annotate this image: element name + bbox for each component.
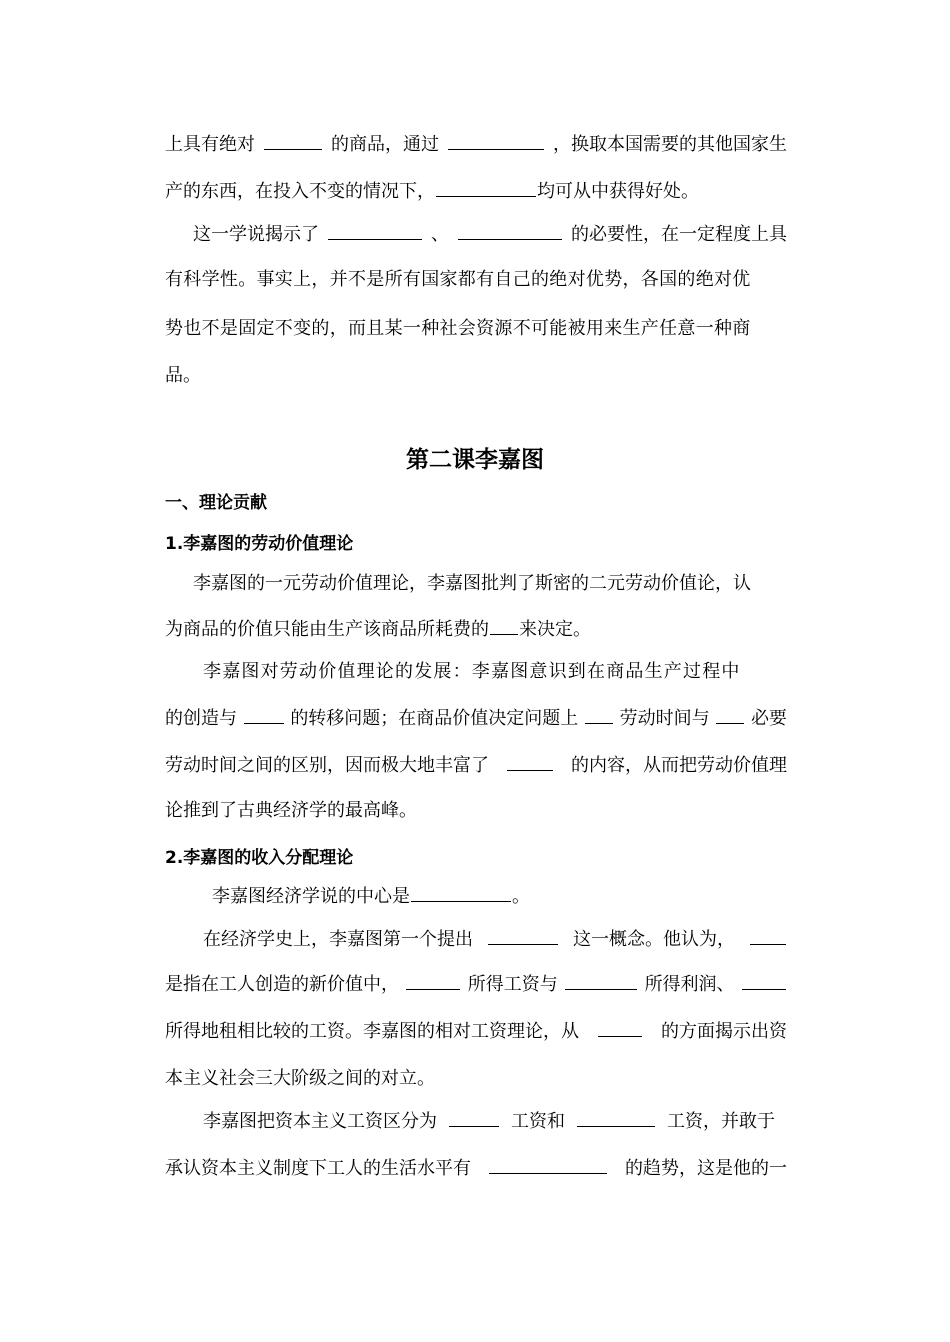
text: 李嘉图的一元劳动价值理论，李嘉图批判了斯密的二元劳动价值论，认: [193, 573, 751, 594]
text: 所得地租相比较的工资。李嘉图的相对工资理论，从: [165, 1021, 579, 1042]
fill-blank[interactable]: [507, 755, 553, 771]
text: 有科学性。事实上，并不是所有国家都有自己的绝对优势，各国的绝对优: [165, 269, 751, 290]
text: 劳动时间与: [619, 708, 710, 729]
fill-blank[interactable]: [716, 708, 744, 724]
p4-line-2: [165, 974, 787, 996]
fill-blank[interactable]: [328, 224, 422, 240]
subsection-heading-2: 2.李嘉图的收入分配理论: [165, 848, 354, 868]
fill-blank[interactable]: [598, 1021, 642, 1037]
fill-blank[interactable]: [490, 619, 518, 635]
text: 的商品，通过: [331, 134, 439, 155]
p2-line-4: [165, 800, 787, 822]
fill-blank[interactable]: [742, 974, 786, 990]
intro-line-5: [165, 318, 787, 340]
fill-blank[interactable]: [565, 974, 637, 990]
fill-blank[interactable]: [585, 708, 613, 724]
lesson-title: 第二课李嘉图: [406, 447, 544, 473]
fill-blank[interactable]: [488, 929, 558, 945]
fill-blank[interactable]: [750, 929, 786, 945]
section-heading: 一、理论贡献: [165, 493, 267, 513]
text: 上具有绝对: [165, 134, 255, 155]
p1-line-2: [165, 619, 787, 641]
text: 李嘉图对劳动价值理论的发展：李嘉图意识到在商品生产过程中: [203, 661, 741, 682]
p5-line-1: [203, 1111, 775, 1133]
fill-blank[interactable]: [577, 1111, 655, 1127]
text: 来决定。: [519, 619, 591, 640]
fill-blank[interactable]: [244, 708, 284, 724]
text: 劳动时间之间的区别，因而极大地丰富了: [165, 755, 489, 776]
p4-line-4: [165, 1068, 787, 1090]
text: 是指在工人创造的新价值中，: [165, 974, 399, 995]
intro-line-6: [165, 365, 787, 387]
text: 的方面揭示出资: [661, 1021, 787, 1042]
text: 工资，并敢于: [667, 1111, 775, 1132]
text: 工资和: [511, 1111, 565, 1132]
p2-line-2: [165, 708, 787, 730]
p4-line-1: [203, 929, 787, 951]
text: 均可从中获得好处。: [537, 181, 699, 202]
text: 李嘉图经济学说的中心是: [212, 886, 410, 907]
text: 本主义社会三大阶级之间的对立。: [165, 1068, 435, 1089]
text: 的趋势，这是他的一: [625, 1158, 787, 1179]
text: 这一学说揭示了: [193, 224, 319, 245]
text: 李嘉图把资本主义工资区分为: [203, 1111, 437, 1132]
text: 必要: [750, 708, 787, 729]
text: 这一概念。他认为，: [573, 929, 735, 950]
subsection-heading-1: 1.李嘉图的劳动价值理论: [165, 534, 354, 554]
text: 所得利润、: [644, 974, 735, 995]
text: 为商品的价值只能由生产该商品所耗费的: [165, 619, 489, 640]
p2-line-3: [165, 755, 787, 777]
text: 在经济学史上，李嘉图第一个提出: [203, 929, 473, 950]
fill-blank[interactable]: [411, 886, 511, 902]
fill-blank[interactable]: [406, 974, 460, 990]
intro-line-2: [165, 181, 787, 203]
intro-line-3: [193, 224, 787, 246]
p4-line-3: [165, 1021, 787, 1043]
text: ，换取本国需要的其他国家生: [553, 134, 787, 155]
fill-blank[interactable]: [448, 134, 544, 150]
text: 的转移问题；在商品价值决定问题上: [290, 708, 579, 729]
text: 的创造与: [165, 708, 237, 729]
text: 势也不是固定不变的，而且某一种社会资源不可能被用来生产任意一种商: [165, 318, 751, 339]
text: 、: [431, 224, 449, 245]
p2-line-1: [203, 661, 787, 683]
text: 所得工资与: [467, 974, 558, 995]
fill-blank[interactable]: [449, 1111, 499, 1127]
text: 品。: [165, 365, 201, 386]
p3-line-1: [212, 886, 787, 908]
text: 承认资本主义制度下工人的生活水平有: [165, 1158, 471, 1179]
text: 。: [512, 886, 530, 907]
fill-blank[interactable]: [458, 224, 562, 240]
intro-line-4: [165, 269, 787, 291]
fill-blank[interactable]: [264, 134, 322, 150]
text: 论推到了古典经济学的最高峰。: [165, 800, 417, 821]
p1-line-1: [193, 573, 787, 595]
fill-blank[interactable]: [489, 1158, 607, 1174]
fill-blank[interactable]: [436, 181, 536, 197]
text: 的内容，从而把劳动价值理: [571, 755, 787, 776]
p5-line-2: [165, 1158, 787, 1180]
intro-line-1: [165, 134, 787, 156]
text: 的必要性，在一定程度上具: [571, 224, 787, 245]
text: 产的东西，在投入不变的情况下，: [165, 181, 435, 202]
